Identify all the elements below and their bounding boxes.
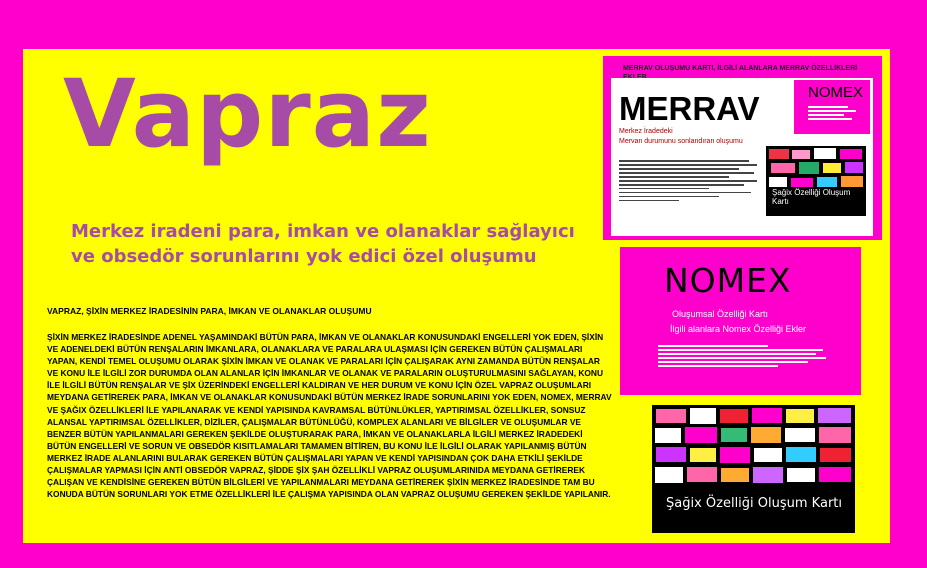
merrav-line-1: Merkez İradedeki — [619, 128, 673, 135]
sagix-mini-label: Şağix Özelliği Oluşum Kartı — [772, 188, 851, 206]
nomex-fineprint — [658, 345, 828, 369]
nomex-word: NOMEX — [664, 261, 792, 300]
nomex-line-2: İlgili alanlara Nomex Özelliği Ekler — [670, 324, 807, 334]
sagix-label: Şağix Özelliği Oluşum Kartı — [666, 496, 843, 511]
body-paragraph: ŞİXİN MERKEZ İRADESİNDE ADENEL YAŞAMINDAKİ BÜTÜN PARA, İMKAN VE OLANAKLAR KONUSUNDAKİ ENGELLERİ YOK EDEN, ŞİXİN VE ADENELDEKİ BÜTÜN RENŞALARIN İMKANLARA, OLANAKLARA VE PARALARA ULAŞMASI İÇİN GEREKEN BÜTÜN ÇALIŞMALARI YAPAN, KENDİ TEMEL OLUŞUMU OLARAK ŞİXİN İMKAN VE OLANAK VE PARALARI İÇİN ÇALIŞARAK AYNI ZAMANDA BÜTÜN RENŞALAR VE KONU İLE İLGİLİ ZOR DURUMDA OLAN ALANLAR İÇİN İMKANLAR VE OLANAK VE PARALARIN OLUŞTURULMASINI SAĞLAYAN, KONU İLE İLGİLİ BÜTÜN RENŞALAR VE ŞİX ÜZERİNDEKİ ENGELLERİ KALDIRAN VE HER DURUM VE KONU İÇİN ÖZEL VAPRAZ OLUŞUMLARI MEYDANA GETİREREK PARA, İMKAN VE OLANAKLAR KONUSUNDAKİ BÜTÜN MERKEZ İRADE SORUNLARINI YOK EDEN, NOMEX, MERRAV VE ŞAĞIX ÖZELLİKLERİ İLE YAPILANARAK VE KENDİ YAPISINDA KAVRAMSAL BÜTÜNLÜKLER, YAPTIRIMSAL ÖZELLİKLER, SONSUZ ALANSAL YAPTIRIMSAL ÖZELLİKLER, DİZİLER, ÇALIŞMALAR BÜTÜNLÜĞÜ, KOMPLEX ALANLARI VE BİLGİLER VE OLUŞUMLAR VE BENZER BÜTÜN YAPILANMALARI GEREKEN ŞEKİLDE OLUŞTURARAK PARA, İMKAN VE OLANAKLARLA İLGİLİ MERKEZ İRADEDEKİ BÜTÜN ENGELLERİ VE SORUN VE OBSEDÖR KISITLAMALARI TAMAMEN BİTİREN, BU KONU İLE İLGİLİ OLARAK YAPILANMIŞ BÜTÜN MERKEZ İRADE ALANLARINI BULARAK GEREKEN BÜTÜN ÇALIŞMALARI YAPAN VE KENDİ YAPISINDAN ÇOK DAHA ETKİLİ ŞEKİLDE ÇALIŞMALAR YAPMASI İÇİN ANTİ OBSEDÖR VAPRAZ, ŞİDDE ŞİX ŞAH ÖZELLİKLİ VAPRAZ OLUŞUMLARINIDA MEYDANA GETİREREK ÇALIŞAN VE KENDİSİNE GEREKEN BÜTÜN BİLGİLERİ VE YAPILANMALARI MEYDANA GETİREREK ŞİXİN MERKEZ İRADESİNDE TAM BU KONUDA BÜTÜN SORUNLARI YOK ETME ÖZELLİKLERİ İLE ÇALIŞMA YAPISINDA OLAN VAPRAZ OLUŞUMU GEREKEN ŞEKİLDE YAPILANIR. — [47, 332, 612, 500]
sagix-mini-card — [766, 146, 866, 216]
merrav-line-2: Mervan durumunu sonlandıran oluşumu — [619, 138, 743, 145]
merrav-card — [603, 56, 882, 240]
nomex-card — [620, 247, 861, 395]
page-title: Vapraz — [63, 60, 432, 169]
merrav-fineprint — [619, 160, 759, 204]
merrav-card-header: MERRAV OLUŞUMU KARTI, İLGİLİ ALANLARA MERRAV ÖZELLİKLERİ — [623, 65, 858, 72]
sagix-card — [652, 405, 855, 533]
merrav-word: MERRAV — [619, 90, 760, 127]
nomex-mini-card — [794, 80, 870, 134]
page-subtitle: Merkez iradeni para, imkan ve olanaklar sağlayıcı ve obsedör sorunlarını yok edici özel oluşumu — [71, 221, 575, 267]
merrav-card-body — [611, 78, 873, 236]
body-heading: VAPRAZ, ŞİXİN MERKEZ İRADESİNİN PARA, İMKAN VE OLANAKLAR OLUŞUMU — [47, 306, 372, 316]
nomex-mini-fineprint — [808, 106, 858, 122]
nomex-line-1: Oluşumsal Özelliği Kartı — [672, 309, 769, 319]
nomex-mini-word: NOMEX — [808, 84, 864, 101]
